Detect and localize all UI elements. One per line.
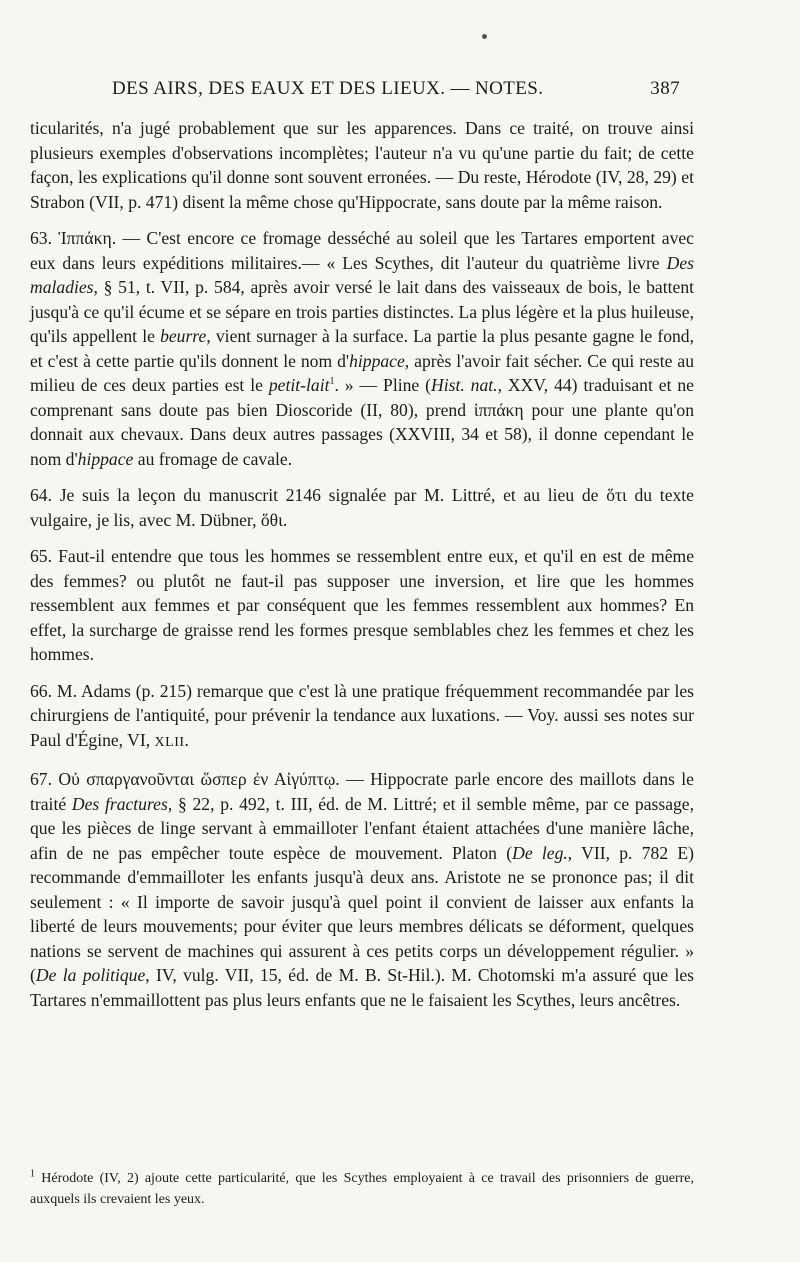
note-text: — C'est encore ce fromage desséché au soleil que les Tartares emportent avec eux dans leurs expéditions militaires.— « Les Scythes, dit l'auteur du quatrième livre (30, 228, 694, 273)
body-text (30, 116, 694, 1012)
work-title: Des maladies (30, 252, 694, 297)
paragraph-continuation: ticularités, n'a jugé probablement que sur les apparences. Dans ce traité, on trouve ainsi plusieurs exemples d'observations incomplètes; l'auteur n'a vu qu'une partie du fait; de cette façon, les explications qu'il donne sont souvent erronées. — Du reste, Hérodote (IV, 28, 29) et Strabon (VII, p. 471) disent la même chose qu'Hippocrate, sans doute par la même raison. (30, 118, 694, 212)
note-text: . (282, 509, 288, 530)
note-64 (30, 483, 694, 532)
note-text: , § 51, t. VII, p. 584, après avoir versé le lait dans des vaisseaux de bois, le battent jusqu'à ce qu'il écume et se sépare en trois parties distinctes. La plus légère et la plus huileuse, qu'ils appellent le (30, 277, 694, 346)
note-text: au fromage de cavale. (133, 448, 293, 469)
running-header (112, 78, 680, 104)
note-text: — Hippocrate parle encore des maillots dans le traité (30, 769, 694, 814)
greek-lemma: Οὐ σπαργανοῦνται ὥσπερ ἐν Αἰγύπτῳ. (58, 769, 340, 789)
work-title: Hist. nat. (431, 375, 498, 395)
page-number: 387 (650, 78, 680, 99)
note-text: 66. M. Adams (p. 215) remarque que c'est là une pratique fréquemment recommandée par les chirurgiens de l'antiquité, pour prévenir la tendance aux luxations. — Voy. aussi ses notes sur Paul d'Égine, VI, (30, 680, 694, 750)
running-title: DES AIRS, DES EAUX ET DES LIEUX. — NOTES. (112, 78, 544, 99)
note-text: , IV, vulg. VII, 15, éd. de M. B. St-Hil.). M. Chotomski m'a assuré que les Tartares n'emmaillottent pas plus leurs enfants que ne le faisaient les Scythes, leurs ancêtres. (30, 965, 694, 1010)
note-text: 64. Je suis la leçon du manuscrit 2146 signalée par M. Littré, et au lieu de (30, 485, 607, 505)
note-text: . (184, 729, 189, 750)
note-text: , VII, p. 782 E) recommande d'emmailloter les enfants jusqu'à deux ans. Aristote ne se prononce pas; il dit seulement : « Il importe de savoir jusqu'à quel point il convient de laisser aux enfants la liberté de leurs mouvements; pour éviter que leurs membres délicats se déforment, quelques nations se servent de machines qui assurent à ces petits corps un développement régulier. » ( (30, 842, 694, 985)
note-text: , après l'avoir fait sécher. Ce qui reste au milieu de ces deux parties est le (30, 350, 694, 395)
note-63 (30, 226, 694, 471)
small-caps-numeral: XLII (154, 734, 185, 750)
note-65: 65. Faut-il entendre que tous les hommes se ressemblent entre eux, et qu'il en est de même des femmes? ou plutôt ne faut-il pas supposer une inversion, et lire que les hommes ressemblent aux femmes et par conséquent que les femmes ressemblent aux hommes? En effet, la surcharge de graisse rend les formes presque semblables chez les femmes et chez les hommes. (30, 546, 694, 664)
footnote-marker: 1 (329, 376, 335, 388)
footnote-1 (30, 1168, 694, 1210)
work-title: De la politique (35, 965, 146, 985)
note-text: . » — Pline ( (334, 375, 432, 395)
note-text: , § 22, p. 492, t. III, éd. de M. Littré; et il semble même, par ce passage, que les pièces de linge servant à emmailloter l'enfant étaient attachées d'une manière lâche, afin de ne pas empêcher toute espèce de mouvement. Platon ( (30, 793, 695, 863)
work-title: Des fractures (71, 793, 168, 814)
note-text: , XXV, 44) traduisant et ne comprenant sans doute pas bien Dioscoride (II, 80), prend (30, 375, 694, 420)
note-text: pour une plante qu'on donnait aux chevaux. Dans deux autres passages (XXVIII, 34 et 58), il donne cependant le nom d' (30, 399, 695, 469)
italic-term: beurre (160, 326, 207, 346)
greek-word: ἱππάκη (473, 399, 524, 420)
footnote-text: Hérodote (IV, 2) ajoute cette particularité, que les Scythes employaient à ce travail des prisonniers de guerre, auxquels ils crevaient les yeux. (30, 1171, 694, 1207)
note-text: du texte vulgaire, je lis, avec M. Dübner, (30, 485, 694, 530)
note-number: 67. (30, 769, 59, 789)
work-title: De leg. (512, 842, 568, 863)
greek-word: ὅτι (606, 485, 627, 505)
italic-term: hippace (77, 448, 134, 469)
italic-term: petit-lait (268, 375, 330, 395)
footnote-number: 1 (30, 1168, 35, 1180)
greek-word: ὅθι (260, 509, 283, 530)
note-67 (30, 767, 694, 1012)
italic-term: hippace (349, 350, 405, 371)
note-number: 63. (30, 228, 59, 248)
note-66 (30, 679, 694, 756)
page-speck (482, 34, 487, 39)
greek-lemma: Ἱππάκη. (58, 228, 117, 248)
note-text: , vient surnager à la surface. La partie la plus pesante gagne le fond, et c'est à cette partie qu'ils donnent le nom d' (30, 326, 695, 371)
footnote-area (30, 1168, 694, 1210)
